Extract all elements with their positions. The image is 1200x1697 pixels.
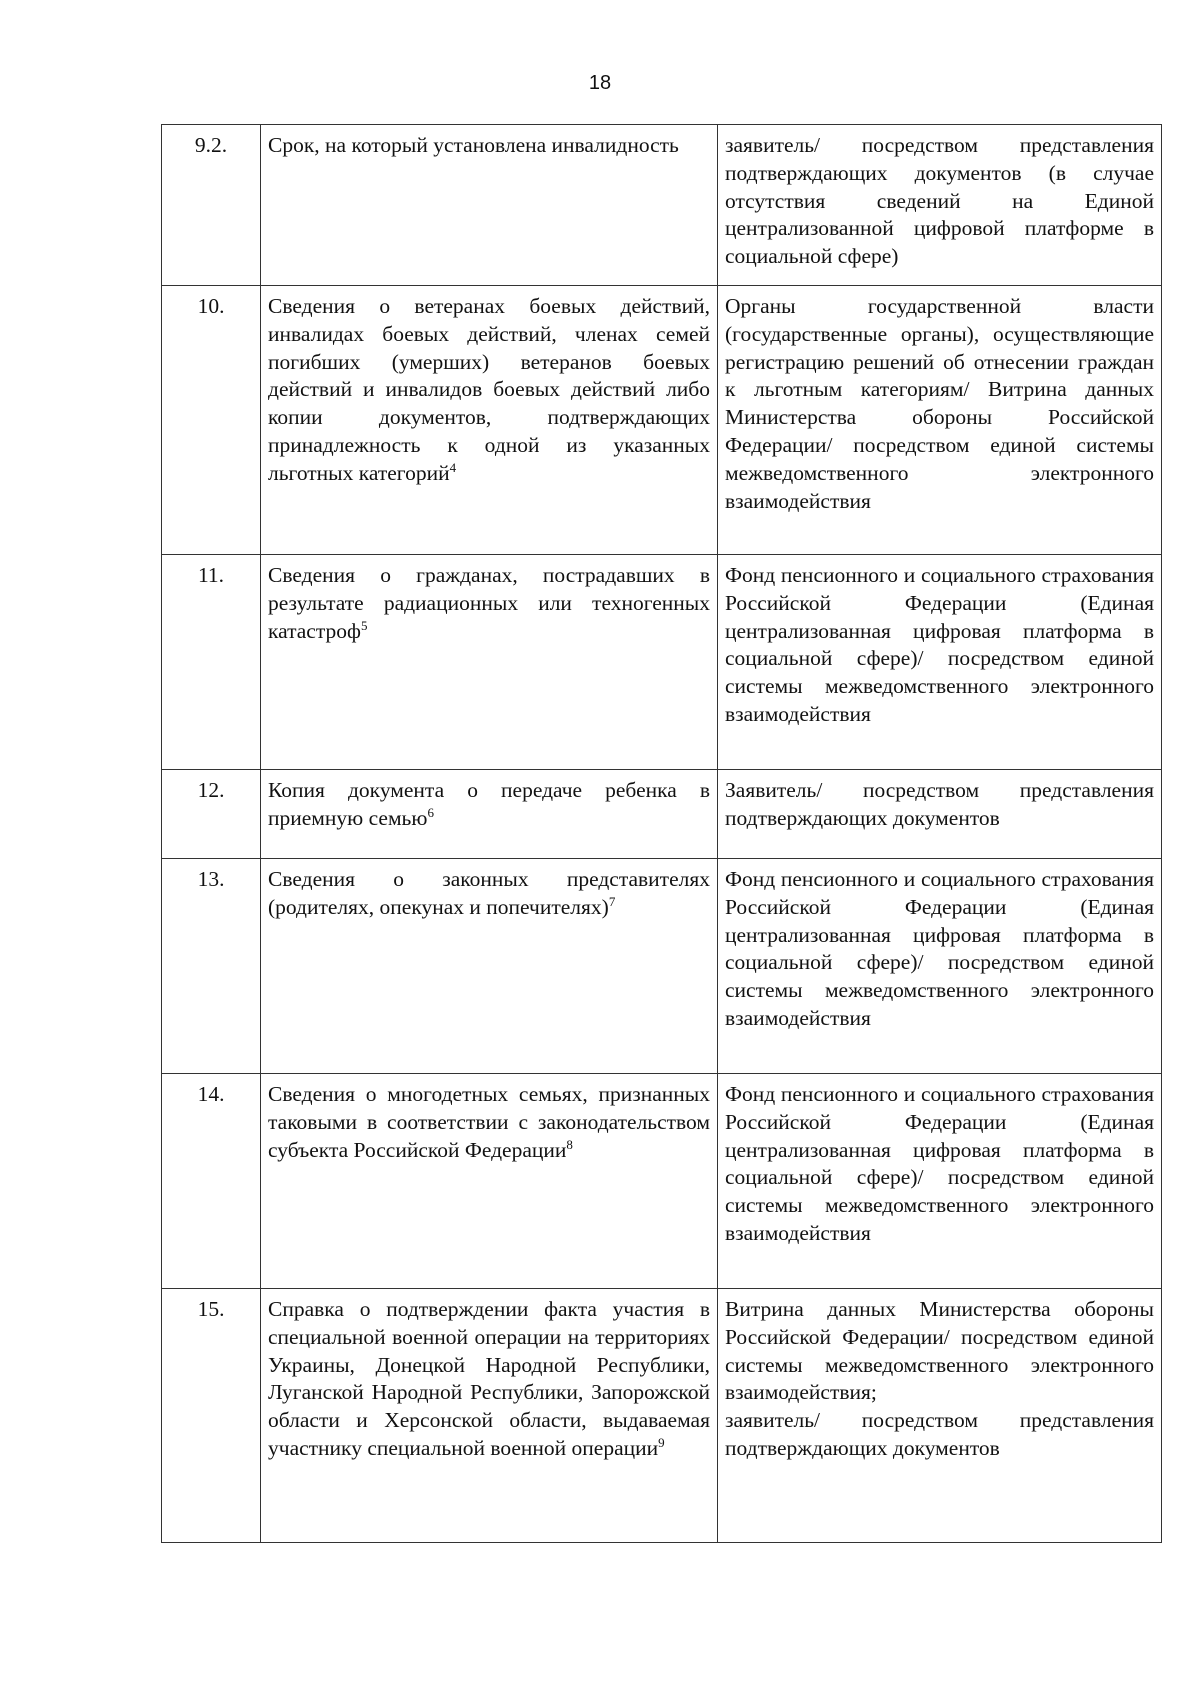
- row-number: 15.: [162, 1288, 261, 1542]
- table-row: [162, 1288, 1162, 1542]
- document-name-text: Сведения о ветеранах боевых действий, инвалидах боевых действий, членах семей погибших (умерших) ветеранов боевых действий и инвалидов боевых действий либо копии документов, подтверждающих принадлежность к одной из указанных льготных категорий: [268, 293, 710, 485]
- document-name: [261, 554, 718, 769]
- footnote-ref: 4: [449, 459, 457, 475]
- document-name-text: Срок, на который установлена инвалидность: [268, 133, 679, 157]
- document-source: Фонд пенсионного и социального страхования Российской Федерации (Единая централизованная цифровая платформа в социальной сфере)/ посредством единой системы межведомственного электронного взаимодействия: [718, 554, 1162, 769]
- row-number: 11.: [162, 554, 261, 769]
- document-name-text: Сведения о гражданах, пострадавших в результате радиационных или техногенных катастроф: [268, 562, 710, 643]
- document-source: Фонд пенсионного и социального страхования Российской Федерации (Единая централизованная цифровая платформа в социальной сфере)/ посредством единой системы межведомственного электронного взаимодействия: [718, 1073, 1162, 1288]
- document-source: заявитель/ посредством представления подтверждающих документов (в случае отсутствия сведений на Единой централизованной цифровой платформе в социальной сфере): [718, 125, 1162, 286]
- row-number: 9.2.: [162, 125, 261, 286]
- document-name-text: Копия документа о передаче ребенка в приемную семью: [268, 777, 710, 830]
- page-number: 18: [588, 72, 612, 94]
- table-row: [162, 858, 1162, 1073]
- table-row: [162, 554, 1162, 769]
- document-name: [261, 858, 718, 1073]
- footnote-ref: 6: [427, 804, 434, 820]
- document-name-text: Справка о подтверждении факта участия в специальной военной операции на территориях Украины, Донецкой Народной Республики, Луганской Народной Республики, Запорожской области и Херсонской области, выдаваемая участнику специальной военной операции: [268, 1296, 710, 1460]
- document-source: Органы государственной власти (государственные органы), осуществляющие регистрацию решений об отнесении граждан к льготным категориям/ Витрина данных Министерства обороны Российской Федерации/ посредством единой системы межведомственного электронного взаимодействия: [718, 285, 1162, 554]
- footnote-ref: 5: [360, 617, 368, 633]
- document-name: [261, 285, 718, 554]
- document-table: [161, 124, 1162, 1543]
- row-number: 10.: [162, 285, 261, 554]
- row-number: 14.: [162, 1073, 261, 1288]
- document-name: [261, 125, 718, 286]
- row-number: 13.: [162, 858, 261, 1073]
- document-source: Заявитель/ посредством представления подтверждающих документов: [718, 769, 1162, 858]
- table-row: [162, 1073, 1162, 1288]
- footnote-ref: 7: [608, 893, 616, 909]
- table-row: [162, 769, 1162, 858]
- footnote-ref: 8: [566, 1136, 573, 1152]
- document-source: Витрина данных Министерства обороны Российской Федерации/ посредством единой системы межведомственного электронного взаимодействия; заявитель/ посредством представления подтверждающих документов: [718, 1288, 1162, 1542]
- document-name: [261, 1288, 718, 1542]
- document-name-text: Сведения о многодетных семьях, признанных таковыми в соответствии с законодательством субъекта Российской Федерации: [268, 1081, 710, 1162]
- document-name: [261, 769, 718, 858]
- footnote-ref: 9: [658, 1434, 665, 1450]
- document-source: Фонд пенсионного и социального страхования Российской Федерации (Единая централизованная цифровая платформа в социальной сфере)/ посредством единой системы межведомственного электронного взаимодействия: [718, 858, 1162, 1073]
- document-name-text: Сведения о законных представителях (родителях, опекунах и попечителях): [268, 866, 710, 919]
- table-row: [162, 125, 1162, 286]
- table-row: [162, 285, 1162, 554]
- row-number: 12.: [162, 769, 261, 858]
- document-name: [261, 1073, 718, 1288]
